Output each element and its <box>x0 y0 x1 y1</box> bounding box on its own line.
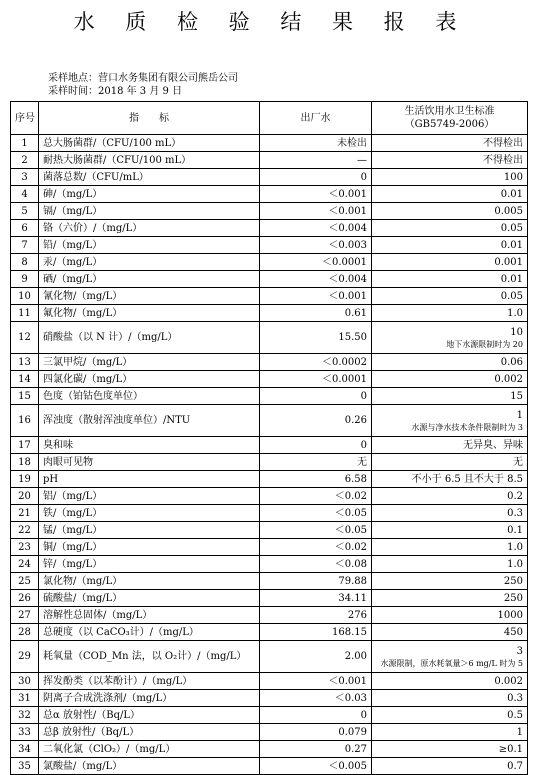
table-row <box>11 522 528 539</box>
standard-cell <box>372 322 528 354</box>
indicator-cell: 硝酸盐（以 N 计）/（mg/L） <box>39 322 260 354</box>
indicator-cell: 菌落总数/（CFU/mL） <box>39 169 260 186</box>
table-row <box>11 741 528 758</box>
table-row <box>11 641 528 673</box>
standard-cell: 1 <box>372 724 528 741</box>
standard-value: 1 <box>516 409 523 421</box>
standard-note: 水源限制，原水耗氧量＞6 mg/L 时为 5 <box>380 658 523 668</box>
table-row <box>11 271 528 288</box>
indicator-cell: 总大肠菌群/（CFU/100 mL） <box>39 135 260 152</box>
table-row <box>11 505 528 522</box>
table-row <box>11 152 528 169</box>
standard-cell: 0.05 <box>372 288 528 305</box>
indicator-cell: 氟化物/（mg/L） <box>39 305 260 322</box>
table-row <box>11 556 528 573</box>
row-number: 29 <box>11 641 39 673</box>
result-cell: ＜0.001 <box>260 186 372 203</box>
indicator-cell: 四氯化碳/（mg/L） <box>39 371 260 388</box>
indicator-cell: 汞/（mg/L） <box>39 254 260 271</box>
result-cell: ＜0.003 <box>260 237 372 254</box>
standard-cell: 1.0 <box>372 556 528 573</box>
table-row <box>11 388 528 405</box>
standard-cell: 无 <box>372 454 528 471</box>
indicator-cell: 耐热大肠菌群/（CFU/100 mL） <box>39 152 260 169</box>
row-number: 18 <box>11 454 39 471</box>
standard-cell <box>372 641 528 673</box>
indicator-cell: 肉眼可见物 <box>39 454 260 471</box>
table-row <box>11 724 528 741</box>
standard-note: 地下水源限制时为 20 <box>446 339 523 349</box>
table-header-row <box>11 102 528 135</box>
standard-cell: 450 <box>372 624 528 641</box>
standard-cell: 250 <box>372 573 528 590</box>
table-row <box>11 288 528 305</box>
indicator-cell: 铅/（mg/L） <box>39 237 260 254</box>
standard-cell: 0.7 <box>372 758 528 775</box>
result-cell: 168.15 <box>260 624 372 641</box>
table-row <box>11 607 528 624</box>
table-row <box>11 354 528 371</box>
indicator-cell: 锰/（mg/L） <box>39 522 260 539</box>
row-number: 12 <box>11 322 39 354</box>
standard-cell: 250 <box>372 590 528 607</box>
indicator-cell: 总α 放射性/（Bq/L） <box>39 707 260 724</box>
table-row <box>11 220 528 237</box>
table-row <box>11 624 528 641</box>
row-number: 11 <box>11 305 39 322</box>
table-row <box>11 590 528 607</box>
table-row <box>11 707 528 724</box>
header-no: 序号 <box>11 102 39 135</box>
standard-value: 3 <box>516 645 523 657</box>
indicator-cell: 二氧化氯（ClO₂）/（mg/L） <box>39 741 260 758</box>
result-cell: 0 <box>260 169 372 186</box>
table-row <box>11 305 528 322</box>
result-cell: 0 <box>260 437 372 454</box>
indicator-cell: 砷/（mg/L） <box>39 186 260 203</box>
result-cell: ＜0.001 <box>260 288 372 305</box>
table-row <box>11 471 528 488</box>
row-number: 16 <box>11 405 39 437</box>
indicator-cell: 锌/（mg/L） <box>39 556 260 573</box>
row-number: 8 <box>11 254 39 271</box>
row-number: 5 <box>11 203 39 220</box>
table-row <box>11 405 528 437</box>
indicator-cell: 总硬度（以 CaCO₃计）/（mg/L） <box>39 624 260 641</box>
indicator-cell: 硒/（mg/L） <box>39 271 260 288</box>
table-row <box>11 673 528 690</box>
row-number: 35 <box>11 758 39 775</box>
result-cell: — <box>260 152 372 169</box>
indicator-cell: 铬（六价）/（mg/L） <box>39 220 260 237</box>
standard-cell: 0.3 <box>372 505 528 522</box>
indicator-cell: 浑浊度（散射浑浊度单位）/NTU <box>39 405 260 437</box>
standard-cell: 0.5 <box>372 707 528 724</box>
standard-cell: 0.002 <box>372 673 528 690</box>
table-row <box>11 186 528 203</box>
row-number: 25 <box>11 573 39 590</box>
indicator-cell: 氰化物/（mg/L） <box>39 288 260 305</box>
table-row <box>11 254 528 271</box>
row-number: 19 <box>11 471 39 488</box>
standard-cell: 0.01 <box>372 237 528 254</box>
result-cell: ＜0.08 <box>260 556 372 573</box>
result-cell: ＜0.05 <box>260 522 372 539</box>
result-cell: 15.50 <box>260 322 372 354</box>
row-number: 2 <box>11 152 39 169</box>
table-row <box>11 758 528 775</box>
row-number: 9 <box>11 271 39 288</box>
result-cell: 0.079 <box>260 724 372 741</box>
result-cell: ＜0.004 <box>260 220 372 237</box>
row-number: 21 <box>11 505 39 522</box>
result-cell: ＜0.0001 <box>260 254 372 271</box>
header-indicator: 指 标 <box>39 102 260 135</box>
indicator-cell: 阴离子合成洗涤剂/（mg/L） <box>39 690 260 707</box>
indicator-cell: 铝/（mg/L） <box>39 488 260 505</box>
table-row <box>11 539 528 556</box>
row-number: 20 <box>11 488 39 505</box>
header-result: 出厂水 <box>260 102 372 135</box>
standard-cell: 1.0 <box>372 539 528 556</box>
header-standard <box>372 102 528 135</box>
table-row <box>11 690 528 707</box>
standard-cell: 1000 <box>372 607 528 624</box>
table-body <box>11 135 528 775</box>
indicator-cell: pH <box>39 471 260 488</box>
result-cell: 0 <box>260 707 372 724</box>
table-row <box>11 573 528 590</box>
result-cell: ＜0.0001 <box>260 371 372 388</box>
table-row <box>11 203 528 220</box>
header-standard-name: 生活饮用水卫生标准 <box>404 106 495 117</box>
standard-cell: 15 <box>372 388 528 405</box>
row-number: 24 <box>11 556 39 573</box>
standard-note: 水源与净水技术条件限制时为 3 <box>411 422 523 432</box>
sampling-location <box>48 73 238 85</box>
row-number: 10 <box>11 288 39 305</box>
row-number: 4 <box>11 186 39 203</box>
result-cell: ＜0.001 <box>260 673 372 690</box>
standard-cell: 0.002 <box>372 371 528 388</box>
row-number: 32 <box>11 707 39 724</box>
row-number: 27 <box>11 607 39 624</box>
indicator-cell: 臭和味 <box>39 437 260 454</box>
table-row <box>11 322 528 354</box>
row-number: 15 <box>11 388 39 405</box>
row-number: 22 <box>11 522 39 539</box>
standard-cell: 不得检出 <box>372 135 528 152</box>
standard-value: 10 <box>510 326 523 338</box>
row-number: 23 <box>11 539 39 556</box>
result-cell: ＜0.02 <box>260 539 372 556</box>
standard-cell: ≥0.1 <box>372 741 528 758</box>
result-cell: 0.26 <box>260 405 372 437</box>
result-cell: 79.88 <box>260 573 372 590</box>
result-cell: 未检出 <box>260 135 372 152</box>
standard-cell: 无异臭、异味 <box>372 437 528 454</box>
table-row <box>11 437 528 454</box>
result-cell: 无 <box>260 454 372 471</box>
indicator-cell: 氯酸盐/（mg/L） <box>39 758 260 775</box>
results-table <box>10 101 528 775</box>
row-number: 17 <box>11 437 39 454</box>
table-row <box>11 169 528 186</box>
standard-cell: 0.005 <box>372 203 528 220</box>
result-cell: 34.11 <box>260 590 372 607</box>
indicator-cell: 总β 放射性/（Bq/L） <box>39 724 260 741</box>
result-cell: 276 <box>260 607 372 624</box>
table-row <box>11 454 528 471</box>
result-cell: ＜0.004 <box>260 271 372 288</box>
table-row <box>11 371 528 388</box>
row-number: 6 <box>11 220 39 237</box>
standard-cell: 不得检出 <box>372 152 528 169</box>
indicator-cell: 溶解性总固体/（mg/L） <box>39 607 260 624</box>
table-row <box>11 488 528 505</box>
result-cell: ＜0.0002 <box>260 354 372 371</box>
sampling-time-value: 2018 年 3 月 9 日 <box>98 86 183 97</box>
result-cell: ＜0.02 <box>260 488 372 505</box>
indicator-cell: 镉/（mg/L） <box>39 203 260 220</box>
indicator-cell: 铁/（mg/L） <box>39 505 260 522</box>
row-number: 34 <box>11 741 39 758</box>
report-title: 水 质 检 验 结 果 报 表 <box>73 10 469 34</box>
indicator-cell: 氯化物/（mg/L） <box>39 573 260 590</box>
sampling-time-label: 采样时间： <box>48 86 98 97</box>
row-number: 7 <box>11 237 39 254</box>
result-cell: ＜0.001 <box>260 203 372 220</box>
indicator-cell: 挥发酚类（以苯酚计）/（mg/L） <box>39 673 260 690</box>
row-number: 13 <box>11 354 39 371</box>
sampling-time <box>48 86 182 98</box>
standard-cell: 0.01 <box>372 271 528 288</box>
sampling-location-label: 采样地点： <box>48 73 98 84</box>
standard-cell: 0.001 <box>372 254 528 271</box>
header-standard-code: （GB5749-2006） <box>404 119 495 130</box>
standard-cell: 0.3 <box>372 690 528 707</box>
indicator-cell: 三氯甲烷/（mg/L） <box>39 354 260 371</box>
standard-cell: 0.01 <box>372 186 528 203</box>
row-number: 31 <box>11 690 39 707</box>
row-number: 1 <box>11 135 39 152</box>
standard-cell <box>372 405 528 437</box>
result-cell: 2.00 <box>260 641 372 673</box>
table-row <box>11 135 528 152</box>
indicator-cell: 色度（铂钴色度单位） <box>39 388 260 405</box>
row-number: 26 <box>11 590 39 607</box>
result-cell: ＜0.005 <box>260 758 372 775</box>
standard-cell: 0.2 <box>372 488 528 505</box>
row-number: 3 <box>11 169 39 186</box>
result-cell: 0.27 <box>260 741 372 758</box>
indicator-cell: 硫酸盐/（mg/L） <box>39 590 260 607</box>
standard-cell: 1.0 <box>372 305 528 322</box>
indicator-cell: 耗氧量（COD_Mn 法，以 O₂计）/（mg/L） <box>39 641 260 673</box>
row-number: 28 <box>11 624 39 641</box>
table-row <box>11 237 528 254</box>
sampling-location-value: 营口水务集团有限公司熊岳公司 <box>98 73 238 84</box>
result-cell: 0 <box>260 388 372 405</box>
result-cell: 6.58 <box>260 471 372 488</box>
result-cell: ＜0.03 <box>260 690 372 707</box>
standard-cell: 不小于 6.5 且不大于 8.5 <box>372 471 528 488</box>
indicator-cell: 铜/（mg/L） <box>39 539 260 556</box>
standard-cell: 0.06 <box>372 354 528 371</box>
row-number: 30 <box>11 673 39 690</box>
standard-cell: 0.05 <box>372 220 528 237</box>
row-number: 33 <box>11 724 39 741</box>
result-cell: ＜0.05 <box>260 505 372 522</box>
result-cell: 0.61 <box>260 305 372 322</box>
standard-cell: 100 <box>372 169 528 186</box>
standard-cell: 0.1 <box>372 522 528 539</box>
row-number: 14 <box>11 371 39 388</box>
